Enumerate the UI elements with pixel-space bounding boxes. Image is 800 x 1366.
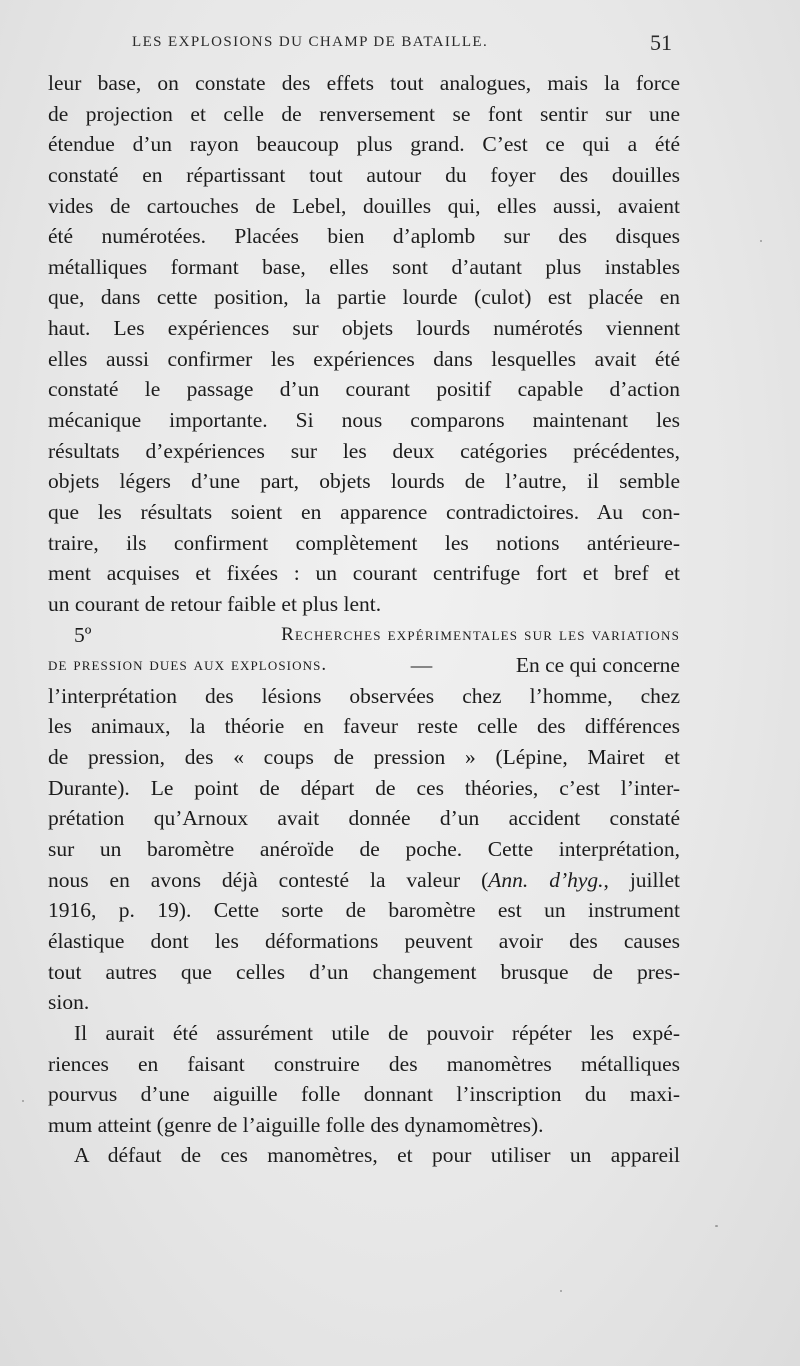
text-line: prétation qu’Arnoux avait donnée d’un accident constaté — [48, 806, 680, 831]
section-heading — [48, 620, 680, 651]
text-line: un courant de retour faible et plus lent. — [48, 591, 382, 616]
text-line: 1916, p. 19). Cette sorte de baromètre est un instrument — [48, 898, 680, 923]
text-line: été numérotées. Placées bien d’aplomb sur des disques — [48, 224, 680, 249]
print-speck — [22, 1100, 24, 1102]
text-line: A défaut de ces manomètres, et pour utiliser un appareil — [74, 1143, 680, 1168]
text-line: objets légers d’une part, objets lourds de l’autre, il semble — [48, 469, 680, 494]
citation-date: , juillet — [603, 867, 680, 892]
section-heading-continued — [48, 650, 680, 681]
text-line: métalliques formant base, elles sont d’autant plus instables — [48, 254, 680, 279]
text-line: résultats d’expériences sur les deux catégories précédentes, — [48, 438, 680, 463]
running-head — [48, 32, 680, 60]
text-line: tout autres que celles d’un changement brusque de pres- — [48, 959, 680, 984]
text-line: ment acquises et fixées : un courant centrifuge fort et bref et — [48, 561, 680, 586]
text-line: sur un baromètre anéroïde de poche. Cette interprétation, — [48, 837, 680, 862]
text-line: constaté le passage d’un courant positif capable d’action — [48, 377, 680, 402]
text-line: de projection et celle de renversement se font sentir sur une — [48, 101, 680, 126]
citation-line — [48, 865, 680, 896]
section-title-line2: de pression dues aux explosions. — [48, 654, 328, 676]
section-title-line1: Recherches expérimentales sur les variations — [281, 623, 680, 645]
section-number: 5º — [74, 622, 92, 647]
running-title: LES EXPLOSIONS DU CHAMP DE BATAILLE. — [132, 34, 489, 50]
text-line: traire, ils confirment complètement les notions antérieure- — [48, 530, 680, 555]
page-number: 51 — [650, 30, 672, 55]
text-line: vides de cartouches de Lebel, douilles qui, elles aussi, avaient — [48, 193, 680, 218]
text-line: l’interprétation des lésions observées chez l’homme, chez — [48, 683, 680, 708]
citation-journal: Ann. — [488, 867, 529, 892]
text-line: que, dans cette position, la partie lourde (culot) est placée en — [48, 285, 680, 310]
text-line: Il aurait été assurément utile de pouvoir répéter les expé- — [74, 1020, 680, 1045]
print-speck — [715, 1225, 718, 1227]
text-line: Durante). Le point de départ de ces théories, c’est l’inter- — [48, 775, 680, 800]
text-line: pourvus d’une aiguille folle donnant l’inscription du maxi- — [48, 1082, 680, 1107]
citation-journal-abbrev: d’hyg. — [549, 867, 604, 892]
body-text — [48, 68, 680, 1171]
text-fragment: nous en avons déjà contesté la valeur — [48, 867, 482, 892]
section-lead-text: En ce qui concerne — [515, 653, 680, 678]
section-dash: — — [410, 653, 433, 678]
text-line: elles aussi confirmer les expériences dans lesquelles avait été — [48, 346, 680, 371]
text-line: mécanique importante. Si nous comparons maintenant les — [48, 408, 680, 433]
citation-open: ( — [481, 867, 489, 892]
text-line: élastique dont les déformations peuvent avoir des causes — [48, 928, 680, 953]
text-line: que les résultats soient en apparence contradictoires. Au con- — [48, 499, 680, 524]
text-line: haut. Les expériences sur objets lourds numérotés viennent — [48, 316, 680, 341]
text-line: riences en faisant construire des manomètres métalliques — [48, 1051, 680, 1076]
text-line: mum atteint (genre de l’aiguille folle des dynamomètres). — [48, 1112, 544, 1137]
text-line: les animaux, la théorie en faveur reste celle des différences — [48, 714, 680, 739]
text-line: étendue d’un rayon beaucoup plus grand. C’est ce qui a été — [48, 132, 680, 157]
text-line: de pression, des « coups de pression » (Lépine, Mairet et — [48, 745, 680, 770]
text-line: leur base, on constate des effets tout analogues, mais la force — [48, 71, 680, 95]
text-line: sion. — [48, 990, 90, 1015]
text-line: constaté en répartissant tout autour du foyer des douilles — [48, 162, 680, 187]
print-speck — [760, 240, 762, 242]
print-speck — [560, 1290, 562, 1292]
